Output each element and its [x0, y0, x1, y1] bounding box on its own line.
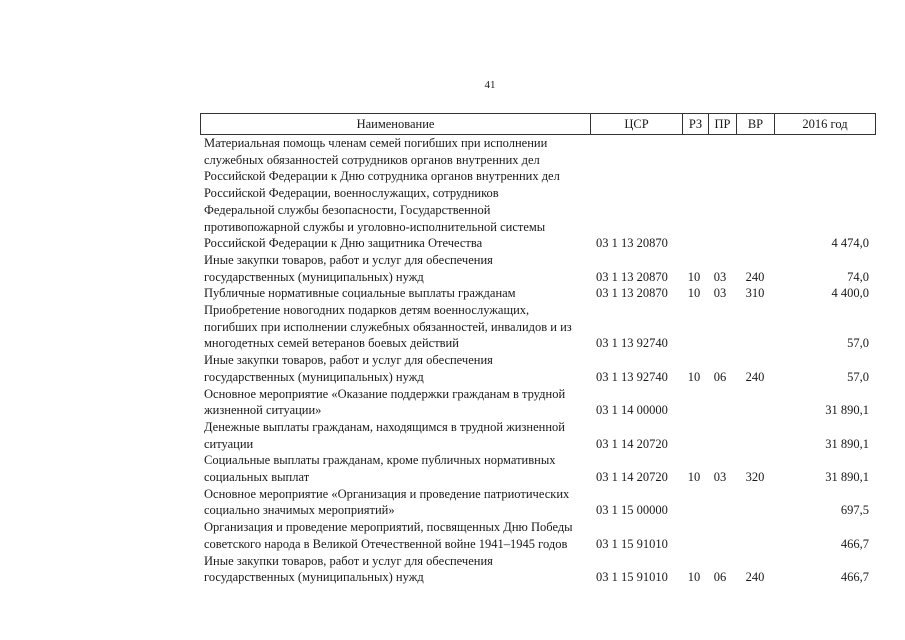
row-name-line: Приобретение новогодних подарков детям военнослужащих, [204, 303, 530, 318]
row-name-line: Иные закупки товаров, работ и услуг для обеспечения [204, 553, 493, 568]
row-codes [200, 502, 876, 519]
row-name-line: Иные закупки товаров, работ и услуг для обеспечения [204, 252, 493, 267]
row-csr: 03 1 14 20720 [596, 436, 668, 451]
row-name-line: государственных (муниципальных) нужд [204, 369, 424, 384]
row-amount: 697,5 [840, 503, 869, 518]
row-codes [200, 285, 876, 302]
row-name-line: Материальная помощь членам семей погибших при исполнении [204, 136, 548, 150]
header-name: Наименование [201, 114, 591, 134]
row-name-line: служебных обязанностей сотрудников органов внутренних дел [204, 152, 540, 167]
row-amount: 466,7 [840, 536, 869, 551]
row-amount: 57,0 [847, 336, 869, 351]
row-name-line: социальных выплат [204, 470, 310, 485]
row-pr: 03 [713, 286, 727, 301]
budget-table [200, 113, 876, 586]
header-rz: РЗ [683, 114, 709, 134]
row-name-line: Организация и проведение мероприятий, посвященных Дню Победы [204, 520, 573, 535]
row-name-line: многодетных семей ветеранов боевых действий [204, 336, 459, 351]
row-name-line: противопожарной службы и уголовно-исполнительной системы [204, 219, 546, 234]
row-csr: 03 1 13 20870 [596, 236, 668, 251]
table-row [200, 252, 876, 285]
row-pr: 06 [713, 570, 727, 585]
table-row [200, 486, 876, 519]
row-rz: 10 [687, 570, 701, 585]
row-csr: 03 1 13 20870 [596, 286, 668, 301]
row-amount: 4 400,0 [831, 286, 869, 301]
table-row [200, 285, 876, 302]
table-row [200, 135, 876, 252]
row-vr: 320 [745, 470, 765, 485]
row-csr: 03 1 13 92740 [596, 369, 668, 384]
row-amount: 466,7 [840, 570, 869, 585]
row-csr: 03 1 15 91010 [596, 570, 668, 585]
row-codes [200, 335, 876, 352]
table-header [200, 113, 876, 135]
row-name-line: Российской Федерации, военнослужащих, сотрудников [204, 186, 499, 201]
row-csr: 03 1 14 00000 [596, 403, 668, 418]
row-pr: 03 [713, 470, 727, 485]
row-codes [200, 369, 876, 386]
row-codes [200, 402, 876, 419]
row-codes [200, 469, 876, 486]
row-amount: 31 890,1 [825, 436, 869, 451]
row-csr: 03 1 15 91010 [596, 536, 668, 551]
row-name-line: Основное мероприятие «Организация и проведение патриотических [204, 486, 570, 501]
row-pr: 06 [713, 369, 727, 384]
row-amount: 31 890,1 [825, 470, 869, 485]
row-name-line: Иные закупки товаров, работ и услуг для обеспечения [204, 353, 493, 368]
row-csr: 03 1 13 20870 [596, 269, 668, 284]
header-year: 2016 год [802, 117, 848, 131]
row-amount: 74,0 [847, 269, 869, 284]
row-name-line: погибших при исполнении служебных обязанностей, инвалидов и из [204, 319, 572, 334]
row-pr: 03 [713, 269, 727, 284]
row-vr: 240 [745, 269, 765, 284]
table-row [200, 386, 876, 419]
table-row [200, 452, 876, 485]
table-row [200, 519, 876, 552]
row-name-line: Российской Федерации к Дню сотрудника органов внутренних дел [204, 169, 560, 184]
row-amount: 4 474,0 [831, 236, 869, 251]
row-name-line: Социальные выплаты гражданам, кроме публичных нормативных [204, 453, 556, 468]
row-amount: 57,0 [847, 369, 869, 384]
row-name-line: Основное мероприятие «Оказание поддержки гражданам в трудной [204, 386, 566, 401]
row-vr: 310 [745, 286, 765, 301]
row-vr: 240 [745, 369, 765, 384]
row-csr: 03 1 14 20720 [596, 470, 668, 485]
row-name-line: ситуации [204, 436, 254, 451]
row-name-line: Денежные выплаты гражданам, находящимся в трудной жизненной [204, 419, 565, 434]
row-codes [200, 269, 876, 286]
header-csr: ЦСР [591, 114, 683, 134]
header-vr: ВР [737, 114, 775, 134]
row-csr: 03 1 15 00000 [596, 503, 668, 518]
row-csr: 03 1 13 92740 [596, 336, 668, 351]
row-rz: 10 [687, 269, 701, 284]
row-rz: 10 [687, 470, 701, 485]
row-name-line: социально значимых мероприятий» [204, 503, 395, 518]
row-name-line: государственных (муниципальных) нужд [204, 570, 424, 585]
table-body [200, 135, 876, 586]
row-name-line: жизненной ситуации» [204, 403, 322, 418]
table-row [200, 352, 876, 385]
page-number: 41 [484, 79, 496, 91]
header-pr: ПР [709, 114, 737, 134]
row-codes [200, 436, 876, 453]
table-row [200, 302, 876, 352]
row-codes [200, 569, 876, 586]
row-codes [200, 536, 876, 553]
row-amount: 31 890,1 [825, 403, 869, 418]
row-vr: 240 [745, 570, 765, 585]
row-name-line: государственных (муниципальных) нужд [204, 269, 424, 284]
row-rz: 10 [687, 369, 701, 384]
table-row [200, 553, 876, 586]
table-row [200, 419, 876, 452]
row-name-line: Публичные нормативные социальные выплаты гражданам [204, 286, 516, 301]
row-rz: 10 [687, 286, 701, 301]
row-name-line: Федеральной службы безопасности, Государственной [204, 202, 491, 217]
row-name-line: советского народа в Великой Отечественной войне 1941–1945 годов [204, 536, 568, 551]
row-codes [200, 235, 876, 252]
row-name-line: Российской Федерации к Дню защитника Отечества [204, 236, 483, 251]
